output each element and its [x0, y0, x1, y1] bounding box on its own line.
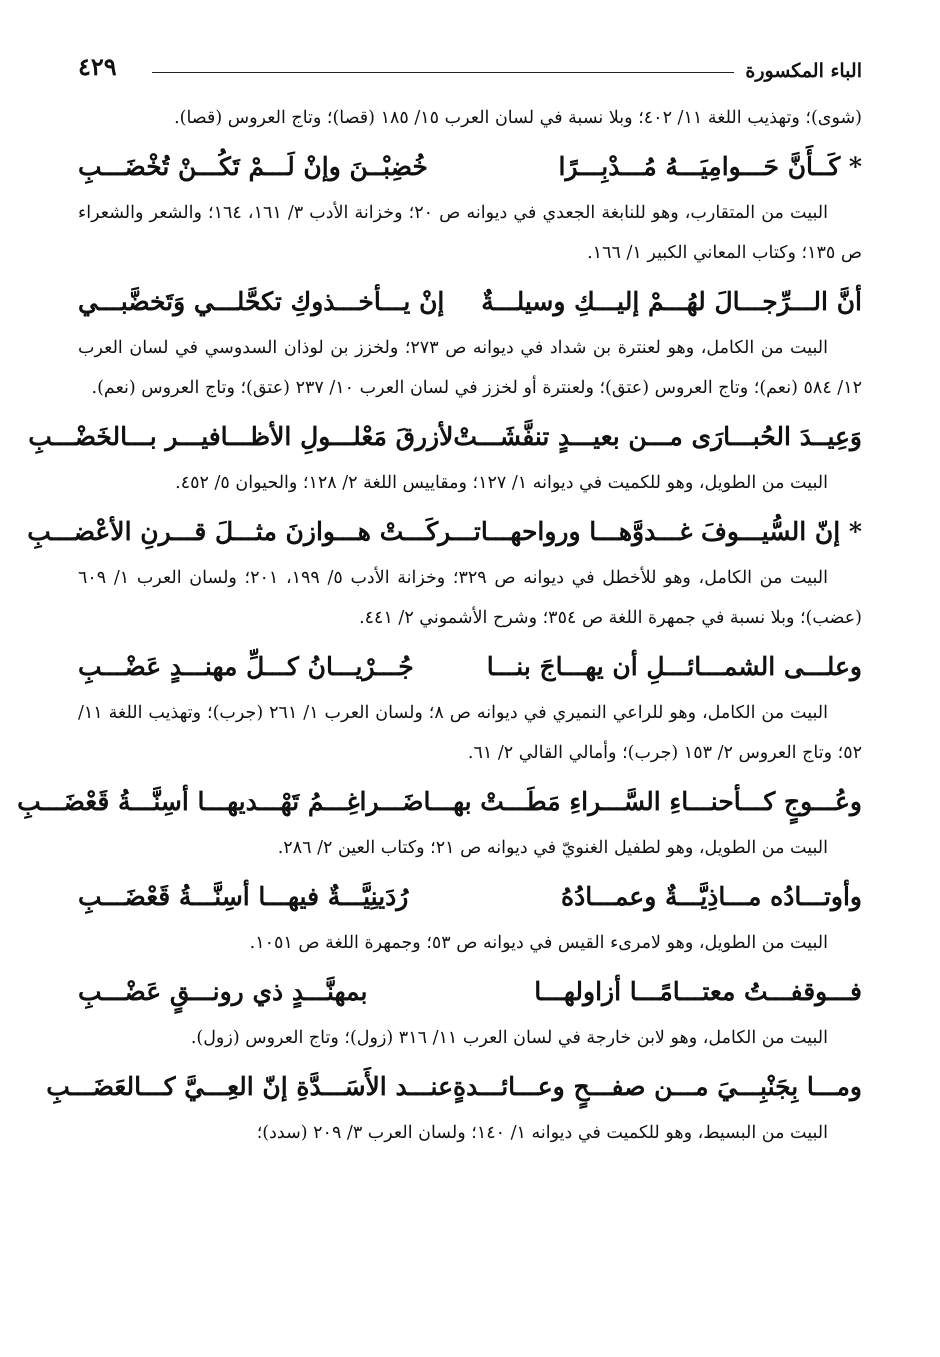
second-hemistich: رُدَينِيَّـــةٌ فيهـــا أسِنَّـــةُ قَعْضَـــبِ	[78, 882, 409, 911]
first-hemistich: وعُـــوجٍ كـــأحنـــاءِ السَّـــراءِ مَطَـــتْ بهـــا	[423, 787, 862, 816]
second-hemistich: عنـــد الأَسَـــدَّةِ إنّ العِـــيَّ كـــالعَضَـــبِ	[46, 1072, 454, 1101]
second-hemistich: ضَـــراغِـــمُ تَهْـــديهـــا أسِنَّـــةُ قَعْضَـــبِ	[17, 787, 424, 816]
first-hemistich: ومـــا بِجَنْبِـــيَ مـــن صفـــحٍ وعـــائـــدةٍ	[453, 1072, 862, 1101]
citation-note: البيت من الكامل، وهو لابن خارجة في لسان العرب ١١/ ٣١٦ (زول)؛ وتاج العروس (زول).	[190, 1028, 828, 1048]
citation-note: (شوى)؛ وتهذيب اللغة ١١/ ٤٠٢؛ وبلا نسبة في لسان العرب ١٥/ ١٨٥ (قصا)؛ وتاج العروس (قصا).	[174, 108, 862, 128]
citation-note: البيت من الكامل، وهو للراعي النميري في ديوانه ص ٨؛ ولسان العرب ١/ ٢٦١ (جرب)؛ وتهذيب اللغة ١١/ ٥٢؛ وتاج العروس ٢/ ١٥٣ (جرب)؛ وأمالي القالي ٢/ ٦١.	[78, 703, 862, 763]
citation-note: البيت من الكامل، وهو للأخطل في ديوانه ص ٣٢٩؛ وخزانة الأدب ٥/ ١٩٩، ٢٠١؛ ولسان العرب ١/ ٦٠٩ (عضب)؛ وبلا نسبة في جمهرة اللغة ص ٣٥٤؛ وشرح الأشموني ٢/ ٤٤١.	[78, 568, 862, 628]
second-hemistich: إنْ يـــأخـــذوكِ تكحَّلـــي وَتَخضَّبـــي	[78, 287, 445, 316]
citation-note: البيت من الطويل، وهو لطفيل الغنويّ في ديوانه ص ٢١؛ وكتاب العين ٢/ ٢٨٦.	[277, 838, 828, 858]
citation-note: البيت من المتقارب، وهو للنابغة الجعدي في ديوانه ص ٢٠؛ وخزانة الأدب ٣/ ١٦١، ١٦٤؛ والشعر والشعراء ص ١٣٥؛ وكتاب المعاني الكبير ١/ ١٦٦.	[78, 203, 862, 263]
verse-line	[78, 871, 862, 923]
first-hemistich: وعلـــى الشمـــائـــلِ أن يهـــاجَ بنـــا	[486, 652, 862, 681]
verse-line	[78, 141, 862, 193]
second-hemistich: خُضِبْــنَ وإنْ لَـــمْ تَكُـــنْ تُخْضَـــبِ	[78, 152, 428, 181]
citation-note: البيت من الطويل، وهو لامرىء القيس في ديوانه ص ٥٣؛ وجمهرة اللغة ص ١٠٥١.	[249, 933, 828, 953]
second-hemistich: تـــركَـــتْ هـــوازنَ مثـــلَ قـــرنِ الأعْضـــبِ	[27, 517, 481, 546]
running-title: الباء المكسورة	[745, 60, 862, 82]
page-header	[78, 50, 862, 90]
first-hemistich: وأوتـــادُه مـــاذِيَّـــةٌ وعمـــادُهُ	[561, 882, 862, 911]
verse-line	[27, 506, 862, 558]
page-body	[17, 98, 862, 1153]
page-number: ٤٢٩	[78, 52, 117, 81]
first-hemistich: وَعِيــدَ الحُبـــارَى مـــن بعيـــدٍ تنفَّشَـــتْ	[453, 422, 862, 451]
first-hemistich: فـــوقفـــتُ معتـــامًـــا أزاولهـــا	[534, 977, 862, 1006]
verse-line	[17, 776, 862, 828]
header-rule	[152, 72, 734, 73]
first-hemistich: أنَّ الـــرِّجـــالَ لهُـــمْ إليـــكِ وسيلـــةٌ	[481, 287, 862, 316]
first-hemistich: * كَــأَنَّ حَـــوامِيَـــهُ مُـــدْبِـــرًا	[558, 152, 862, 181]
second-hemistich: لأزرقَ مَعْلـــولِ الأظـــافيـــر بـــالخَضْـــبِ	[28, 422, 454, 451]
verse-line	[46, 1061, 862, 1113]
verse-line	[78, 641, 862, 693]
citation-note: البيت من البسيط، وهو للكميت في ديوانه ١/ ١٤٠؛ ولسان العرب ٣/ ٢٠٩ (سدد)؛	[256, 1123, 828, 1143]
verse-line	[28, 411, 862, 463]
second-hemistich: جُـــرْيـــانُ كـــلِّ مهنـــدٍ عَضْـــبِ	[78, 652, 414, 681]
second-hemistich: بمهنَّـــدٍ ذي رونـــقٍ عَضْـــبِ	[78, 977, 368, 1006]
citation-note: البيت من الطويل، وهو للكميت في ديوانه ١/ ١٢٧؛ ومقاييس اللغة ٢/ ١٢٨؛ والحيوان ٥/ ٤٥٢.	[175, 473, 828, 493]
citation-note: البيت من الكامل، وهو لعنترة بن شداد في ديوانه ص ٢٧٣؛ ولخزز بن لوذان السدوسي في لسان العرب ١٢/ ٥٨٤ (نعم)؛ وتاج العروس (عتق)؛ ولعنترة أو لخزز في لسان العرب ١٠/ ٢٣٧ (عتق)؛ وتاج العروس (نعم).	[78, 338, 862, 398]
verse-line	[78, 276, 862, 328]
verse-line	[78, 966, 862, 1018]
first-hemistich: * إنّ السُّيـــوفَ غـــدوَّهـــا ورواحهـــا	[480, 517, 862, 546]
